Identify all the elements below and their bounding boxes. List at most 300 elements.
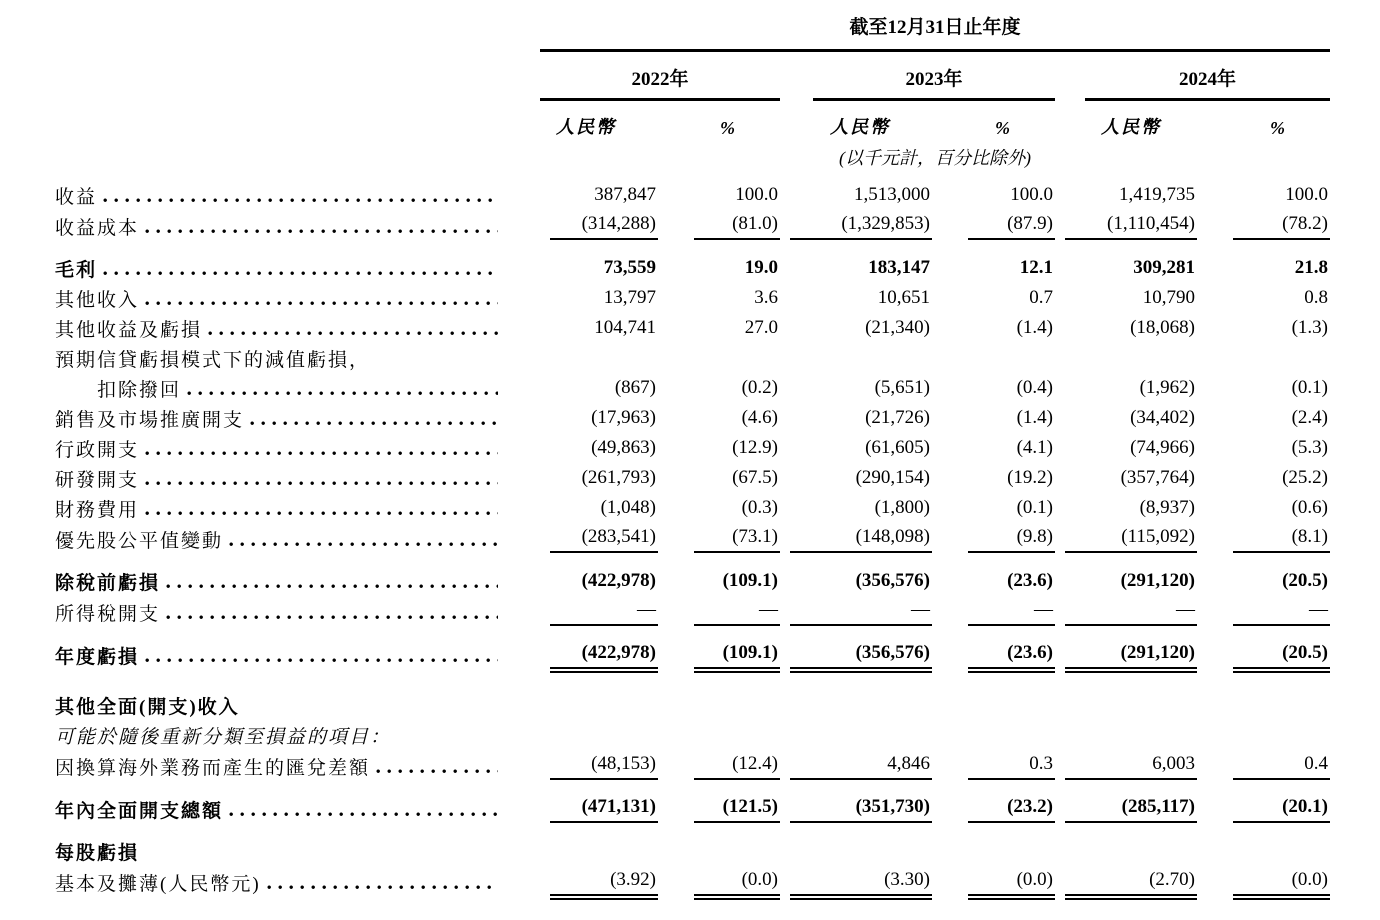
value: — <box>694 595 780 626</box>
period-title: 截至12月31日止年度 <box>540 6 1330 51</box>
row-label <box>55 823 540 865</box>
value-cell <box>658 553 780 595</box>
row-label <box>55 626 540 677</box>
value-cell <box>658 719 780 749</box>
value: (81.0) <box>694 209 780 240</box>
value: (109.1) <box>694 638 780 669</box>
value: (356,576) <box>855 570 930 591</box>
value-cell <box>1055 677 1197 719</box>
row-label-text: 預期信貸虧損模式下的減值虧損， <box>55 350 371 371</box>
value-cell <box>1197 626 1330 677</box>
row-label <box>55 402 540 432</box>
value-cell <box>932 626 1055 677</box>
row-label-text: 收益 <box>55 187 98 208</box>
row-finance-costs <box>55 492 1330 522</box>
value: (23.6) <box>1007 570 1053 591</box>
dot-leader <box>187 375 498 402</box>
value-cell <box>780 462 932 492</box>
value-cell <box>932 240 1055 282</box>
value: (17,963) <box>591 407 656 428</box>
row-label <box>55 780 540 823</box>
value-cell <box>1197 240 1330 282</box>
value-cell <box>1055 553 1197 595</box>
row-label <box>55 865 540 904</box>
row-administrative-expenses <box>55 432 1330 462</box>
value-cell <box>540 240 658 282</box>
value-cell <box>1055 209 1197 240</box>
value-cell <box>658 402 780 432</box>
value-cell <box>780 179 932 209</box>
header-spacer <box>55 139 540 179</box>
value: (314,288) <box>550 209 658 240</box>
value-cell <box>540 209 658 240</box>
value-cell <box>1197 312 1330 342</box>
value <box>694 712 780 719</box>
value-cell <box>780 432 932 462</box>
row-label-text: 其他全面(開支)收入 <box>55 697 240 718</box>
value: (0.3) <box>741 497 778 518</box>
dot-leader <box>166 568 498 595</box>
value-cell <box>540 677 658 719</box>
value-cell <box>540 312 658 342</box>
value: 100.0 <box>1010 184 1053 205</box>
value: (115,092) <box>1065 522 1197 553</box>
value: (4.1) <box>1016 437 1053 458</box>
value-cell <box>1197 677 1330 719</box>
row-other-gains-and-losses <box>55 312 1330 342</box>
value: (3.92) <box>550 865 658 896</box>
dot-leader <box>208 315 498 342</box>
value: (49,863) <box>591 437 656 458</box>
value: (5.3) <box>1291 437 1329 458</box>
value: (48,153) <box>550 749 658 780</box>
value-cell <box>658 209 780 240</box>
row-label <box>55 462 540 492</box>
row-label <box>55 179 540 209</box>
value <box>968 742 1055 749</box>
currency-header: 人民幣 <box>830 117 890 137</box>
value-cell <box>1197 179 1330 209</box>
value-cell <box>540 595 658 626</box>
value: (0.1) <box>1016 497 1053 518</box>
value: (20.5) <box>1233 638 1330 669</box>
value-cell <box>932 677 1055 719</box>
value-cell <box>658 432 780 462</box>
value-cell <box>540 823 658 865</box>
value: 21.8 <box>1294 257 1329 278</box>
dot-leader <box>145 435 498 462</box>
dot-leader <box>103 255 498 282</box>
value: (12.9) <box>732 437 778 458</box>
value-cell <box>658 342 780 372</box>
currency-header: 人民幣 <box>556 117 616 137</box>
value-cell <box>780 865 932 904</box>
value <box>1065 712 1197 719</box>
value: (73.1) <box>694 522 780 553</box>
header-spacer <box>55 51 540 102</box>
dot-leader <box>145 465 498 492</box>
value: 183,147 <box>868 257 930 278</box>
dot-leader <box>145 285 498 312</box>
value: — <box>968 595 1055 626</box>
row-label-text: 扣除撥回 <box>97 380 182 401</box>
value-cell <box>1055 372 1197 402</box>
row-label <box>55 209 540 240</box>
value-cell <box>1197 342 1330 372</box>
row-label-text: 年內全面開支總額 <box>55 801 224 822</box>
row-label <box>55 749 540 780</box>
value-cell <box>780 719 932 749</box>
row-label-text: 毛利 <box>55 260 98 281</box>
row-selling-and-marketing-expenses <box>55 402 1330 432</box>
value <box>968 712 1055 719</box>
value: 100.0 <box>1285 184 1329 205</box>
row-revenue <box>55 179 1330 209</box>
row-rd-expenses <box>55 462 1330 492</box>
value: (78.2) <box>1233 209 1330 240</box>
row-gross-profit <box>55 240 1330 282</box>
value: (20.5) <box>1282 570 1329 591</box>
value-cell <box>1197 595 1330 626</box>
row-label-text: 除稅前虧損 <box>55 573 161 594</box>
value-cell <box>540 492 658 522</box>
value <box>790 712 932 719</box>
value: (61,605) <box>865 437 930 458</box>
value-cell <box>780 749 932 780</box>
value-cell <box>1197 553 1330 595</box>
value <box>550 712 658 719</box>
value-cell <box>932 462 1055 492</box>
row-label-text: 優先股公平值變動 <box>55 531 224 552</box>
value: (285,117) <box>1065 792 1197 823</box>
value-cell <box>540 749 658 780</box>
value: (2.70) <box>1065 865 1197 896</box>
value-cell <box>658 282 780 312</box>
value: (0.0) <box>1233 865 1330 896</box>
value-cell <box>780 553 932 595</box>
value: (261,793) <box>581 467 656 488</box>
value-cell <box>540 402 658 432</box>
value: (1.4) <box>1016 317 1053 338</box>
value <box>790 365 932 372</box>
value <box>968 365 1055 372</box>
value-cell <box>1055 865 1197 904</box>
value: (3.30) <box>790 865 932 896</box>
value: (356,576) <box>790 638 932 669</box>
subcolumn-header-row <box>55 101 1330 139</box>
unit-note: (以千元計，百分比除外) <box>839 148 1031 168</box>
value-cell <box>1197 749 1330 780</box>
value: (74,966) <box>1130 437 1195 458</box>
row-other-income <box>55 282 1330 312</box>
value: 0.4 <box>1233 749 1330 780</box>
row-label-text: 研發開支 <box>55 470 140 491</box>
value-cell <box>932 432 1055 462</box>
value-cell <box>780 312 932 342</box>
row-label <box>55 240 540 282</box>
income-statement-table <box>55 6 1330 904</box>
value-cell <box>932 719 1055 749</box>
value: (1.3) <box>1291 317 1329 338</box>
row-label-text: 財務費用 <box>55 500 140 521</box>
value: (0.0) <box>694 865 780 896</box>
year-header-2022: 2022年 <box>540 64 780 101</box>
value: (34,402) <box>1130 407 1195 428</box>
value: 27.0 <box>744 317 778 338</box>
value: (1,110,454) <box>1065 209 1197 240</box>
value-cell <box>1197 432 1330 462</box>
value-cell <box>658 595 780 626</box>
dot-leader <box>250 405 498 432</box>
row-label <box>55 372 540 402</box>
value: (18,068) <box>1130 317 1195 338</box>
value: (87.9) <box>968 209 1055 240</box>
value: (351,730) <box>790 792 932 823</box>
value-cell <box>1055 780 1197 823</box>
value: — <box>1233 595 1330 626</box>
value-cell <box>540 522 658 553</box>
row-label <box>55 522 540 553</box>
value-cell <box>932 342 1055 372</box>
row-label <box>55 282 540 312</box>
row-label <box>55 342 540 372</box>
value: (291,120) <box>1120 570 1195 591</box>
value: (1,962) <box>1139 377 1195 398</box>
value-cell <box>540 780 658 823</box>
row-label-text: 其他收益及虧損 <box>55 320 203 341</box>
value: 309,281 <box>1133 257 1195 278</box>
dot-leader <box>376 753 498 780</box>
value-cell <box>1197 780 1330 823</box>
value-cell <box>932 553 1055 595</box>
value-cell <box>1055 522 1197 553</box>
value: (19.2) <box>1007 467 1053 488</box>
value-cell <box>932 179 1055 209</box>
value-cell <box>1197 462 1330 492</box>
value: (1,048) <box>600 497 656 518</box>
year-header-row <box>55 51 1330 102</box>
value <box>1233 742 1330 749</box>
value-cell <box>932 780 1055 823</box>
value <box>1233 365 1330 372</box>
value-cell <box>780 209 932 240</box>
row-label-text: 年度虧損 <box>55 647 140 668</box>
value-cell <box>780 492 932 522</box>
value-cell <box>932 865 1055 904</box>
value-cell <box>540 626 658 677</box>
value: 4,846 <box>790 749 932 780</box>
value-cell <box>780 282 932 312</box>
value: (148,098) <box>790 522 932 553</box>
value: (471,131) <box>550 792 658 823</box>
value-cell <box>932 402 1055 432</box>
row-loss-before-tax <box>55 553 1330 595</box>
value: 0.7 <box>1029 287 1053 308</box>
value-cell <box>1197 492 1330 522</box>
value: (1,800) <box>874 497 930 518</box>
value <box>1065 858 1197 865</box>
value-cell <box>658 780 780 823</box>
year-header-2023: 2023年 <box>813 64 1055 101</box>
value: 19.0 <box>744 257 778 278</box>
value-cell <box>540 865 658 904</box>
value-cell <box>658 522 780 553</box>
value-cell <box>1055 626 1197 677</box>
value-cell <box>658 823 780 865</box>
value: 1,419,735 <box>1119 184 1195 205</box>
row-fair-value-change-of-preferred-shares <box>55 522 1330 553</box>
value: (23.6) <box>968 638 1055 669</box>
value-cell <box>1055 402 1197 432</box>
value: (8.1) <box>1233 522 1330 553</box>
row-cost-of-revenue <box>55 209 1330 240</box>
value: (67.5) <box>732 467 778 488</box>
value-cell <box>932 595 1055 626</box>
value-cell <box>932 209 1055 240</box>
value-cell <box>1055 462 1197 492</box>
value: 0.3 <box>968 749 1055 780</box>
value: (290,154) <box>855 467 930 488</box>
value-cell <box>1055 282 1197 312</box>
value-cell <box>540 179 658 209</box>
row-loss-per-share-header <box>55 823 1330 865</box>
value-cell <box>658 865 780 904</box>
value-cell <box>1055 749 1197 780</box>
value-cell <box>1055 719 1197 749</box>
header-spacer <box>55 101 540 139</box>
value: — <box>790 595 932 626</box>
value-cell <box>540 719 658 749</box>
header-spacer <box>55 6 540 51</box>
value-cell <box>1055 240 1197 282</box>
dot-leader <box>166 599 498 626</box>
row-income-tax-expense <box>55 595 1330 626</box>
row-label <box>55 553 540 595</box>
dot-leader <box>145 213 498 240</box>
value-cell <box>780 780 932 823</box>
value: (20.1) <box>1233 792 1330 823</box>
value: (357,764) <box>1120 467 1195 488</box>
value: 387,847 <box>594 184 656 205</box>
value-cell <box>1055 595 1197 626</box>
row-loss-for-the-year <box>55 626 1330 677</box>
value <box>790 742 932 749</box>
value-cell <box>1197 282 1330 312</box>
row-other-comprehensive-income-header <box>55 677 1330 719</box>
dot-leader <box>145 642 498 669</box>
value: (1,329,853) <box>790 209 932 240</box>
row-label <box>55 492 540 522</box>
value-cell <box>540 372 658 402</box>
value-cell <box>1197 719 1330 749</box>
value-cell <box>658 179 780 209</box>
value-cell <box>932 282 1055 312</box>
value-cell <box>1197 823 1330 865</box>
value: 13,797 <box>603 287 656 308</box>
value-cell <box>932 492 1055 522</box>
value-cell <box>1055 312 1197 342</box>
value: (867) <box>614 377 656 398</box>
value: (0.6) <box>1291 497 1329 518</box>
value: 0.8 <box>1304 287 1329 308</box>
row-label <box>55 595 540 626</box>
value-cell <box>780 522 932 553</box>
value <box>790 858 932 865</box>
value-cell <box>540 282 658 312</box>
value: (25.2) <box>1282 467 1329 488</box>
value <box>550 365 658 372</box>
row-label <box>55 432 540 462</box>
value-cell <box>1197 372 1330 402</box>
value: 104,741 <box>594 317 656 338</box>
value-cell <box>1055 342 1197 372</box>
value-cell <box>1055 432 1197 462</box>
dot-leader <box>145 495 498 522</box>
value-cell <box>658 677 780 719</box>
value-cell <box>780 342 932 372</box>
row-label-text: 每股虧損 <box>55 843 140 864</box>
dot-leader <box>229 796 498 823</box>
value-cell <box>658 240 780 282</box>
row-label-text: 所得稅開支 <box>55 604 161 625</box>
value: (283,541) <box>550 522 658 553</box>
value: (121.5) <box>694 792 780 823</box>
row-label-text: 銷售及市場推廣開支 <box>55 410 245 431</box>
value-cell <box>780 677 932 719</box>
currency-header: 人民幣 <box>1101 117 1161 137</box>
value-cell <box>1055 492 1197 522</box>
value-cell <box>658 749 780 780</box>
value-cell <box>540 342 658 372</box>
value: (5,651) <box>874 377 930 398</box>
row-label <box>55 719 540 749</box>
year-header-2024: 2024年 <box>1085 64 1330 101</box>
value: (21,340) <box>865 317 930 338</box>
row-label-text: 基本及攤薄(人民幣元) <box>55 874 261 895</box>
value: (109.1) <box>722 570 778 591</box>
value: 10,651 <box>877 287 930 308</box>
value: (2.4) <box>1291 407 1329 428</box>
value: 10,790 <box>1142 287 1195 308</box>
value-cell <box>932 522 1055 553</box>
row-label <box>55 312 540 342</box>
value: (21,726) <box>865 407 930 428</box>
value: — <box>550 595 658 626</box>
value-cell <box>658 626 780 677</box>
value: (9.8) <box>968 522 1055 553</box>
value-cell <box>540 432 658 462</box>
value-cell <box>780 372 932 402</box>
value <box>1233 858 1330 865</box>
dot-leader <box>103 182 498 209</box>
value: (0.2) <box>741 377 778 398</box>
value: (23.2) <box>968 792 1055 823</box>
value: (0.1) <box>1291 377 1329 398</box>
value: (4.6) <box>741 407 778 428</box>
row-ecl-impairment-net-of-reversal <box>55 372 1330 402</box>
value-cell <box>1055 823 1197 865</box>
value-cell <box>540 462 658 492</box>
value: (1.4) <box>1016 407 1053 428</box>
value-cell <box>780 402 932 432</box>
value <box>1065 365 1197 372</box>
value: — <box>1065 595 1197 626</box>
value: (0.4) <box>1016 377 1053 398</box>
row-label-text: 行政開支 <box>55 440 140 461</box>
value: 100.0 <box>735 184 778 205</box>
percent-header: % <box>720 118 735 138</box>
value: (8,937) <box>1139 497 1195 518</box>
